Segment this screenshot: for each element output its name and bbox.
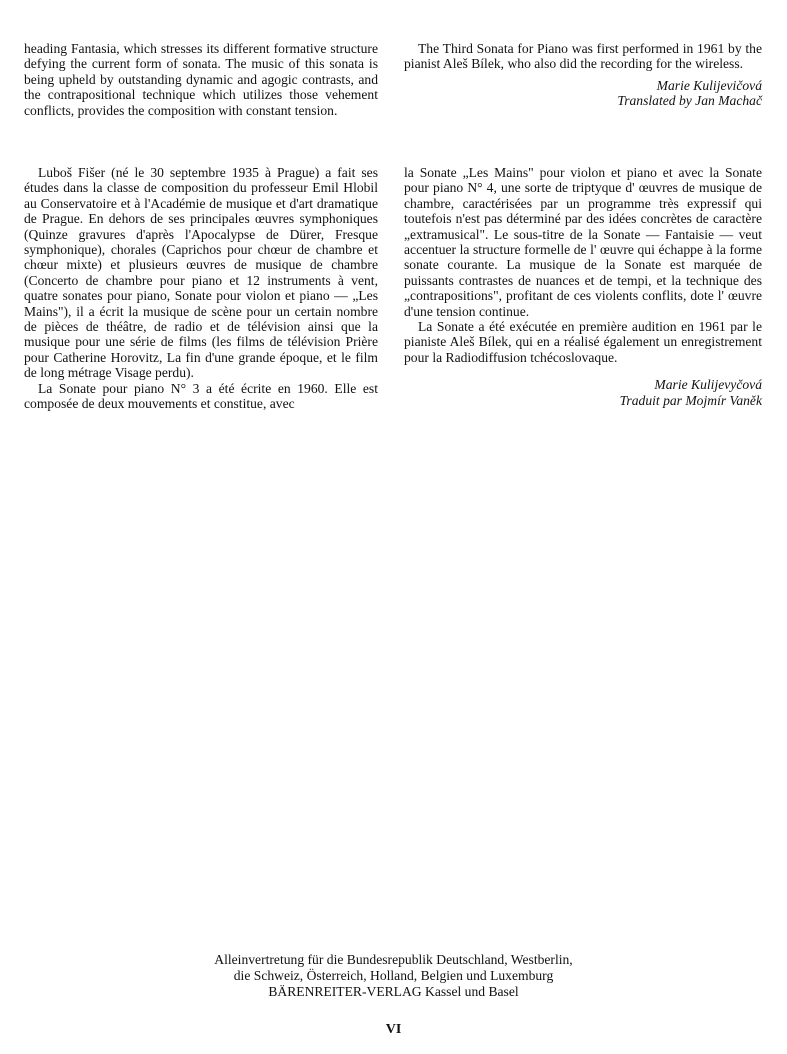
french-left-column: [24, 165, 378, 412]
french-author-signature: Marie Kulijevyčová: [654, 377, 762, 393]
french-paragraph: La Sonate a été exécutée en première audition en 1961 par le pianiste Aleš Bílek, qui en a réalisé également un enregistrement pour la Radiodiffusion tchécoslovaque.: [404, 319, 762, 365]
english-paragraph: The Third Sonata for Piano was first performed in 1961 by the pianist Aleš Bílek, who also did the recording for the wireless.: [404, 41, 762, 72]
english-author-signature: Marie Kulijevičová: [656, 77, 762, 93]
footer-line: die Schweiz, Österreich, Holland, Belgien und Luxemburg: [233, 967, 554, 983]
french-paragraph: La Sonate pour piano N° 3 a été écrite en 1960. Elle est composée de deux mouvements et constitue, avec: [24, 380, 378, 412]
french-right-column: [404, 165, 762, 408]
publisher-footer: [0, 952, 787, 999]
english-translator-credit: Translated by Jan Machač: [617, 93, 762, 109]
english-left-column: [24, 41, 378, 118]
footer-line: Alleinvertretung für die Bundesrepublik Deutschland, Westberlin,: [214, 952, 573, 967]
page-number: VI: [385, 1022, 402, 1037]
french-translator-credit: Traduit par Mojmír Vaněk: [619, 392, 762, 408]
english-paragraph: heading Fantasia, which stresses its different formative structure defying the current form of sonata. The music of this sonata is being upheld by outstanding dynamic and agogic contrasts, and the contrapositional technique which utilizes those vehement conflicts, provides the composition with constant tension.: [24, 41, 378, 118]
footer-publisher: BÄRENREITER-VERLAG Kassel und Basel: [268, 983, 519, 999]
french-paragraph: la Sonate „Les Mains" pour violon et piano et avec la Sonate pour piano N° 4, une sorte de triptyque d' œuvres de musique de chambre, caractérisées par un programme très expressif qui toutefois n'est pas déterminé par des idées concrètes de caractère „extramusical". Le sous-titre de la Sonate — Fantaisie — veut accentuer la structure formelle de l' œuvre qui échappe à la forme sonate courante. La musique de la Sonate est marquée de puissants contrastes de nuances et de tempi, et la technique des „contrapositions", profitant de ces violents conflits, dote l' œuvre d'une tension continue.: [404, 165, 762, 319]
french-paragraph: Luboš Fišer (né le 30 septembre 1935 à Prague) a fait ses études dans la classe de composition du professeur Emil Hlobil au Conservatoire et à l'Académie de musique et d'art dramatique de Prague. En dehors de ses principales œuvres symphoniques (Quinze gravures d'après l'Apocalypse de Dürer, Fresque symphonique), chorales (Caprichos pour chœur de chambre et chœur mixte) et plusieurs œuvres de musique de chambre (Concerto de chambre pour piano et 12 instruments à vent, quatre sonates pour piano, Sonate pour violon et piano — „Les Mains"), il a écrit la musique de scène pour un certain nombre de pièces de théâtre, de radio et de télévision ainsi que la musique pour une série de films (les films de télévision Prière pour Catherine Horovitz, La fin d'une grande époque, et le film de long métrage Visage perdu).: [24, 165, 378, 381]
english-right-column: [404, 41, 762, 109]
